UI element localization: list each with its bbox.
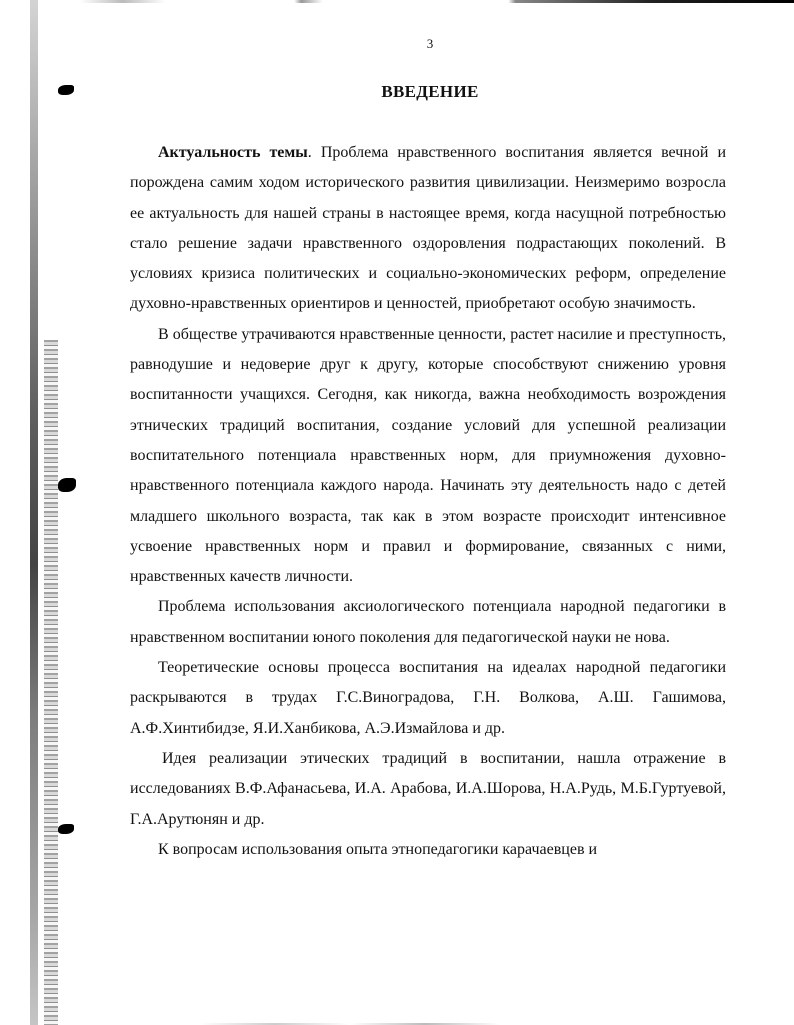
- page-title: ВВЕДЕНИЕ: [381, 82, 479, 101]
- body-text: [130, 138, 726, 865]
- scan-top-edge: [80, 0, 794, 3]
- scan-binding-shadow: [44, 340, 58, 1025]
- scan-binding-edge: [30, 0, 38, 1025]
- paragraph-3: Проблема использования аксиологического потенциала народной педагогики в нравственном воспитании юного поколения для педагогической науки не нова.: [130, 598, 726, 646]
- page-number: 3: [426, 36, 434, 51]
- paragraph-1: [130, 138, 726, 320]
- binder-hole-mark: [58, 824, 74, 834]
- paragraph-4: Теоретические основы процесса воспитания на идеалах народной педагогики раскрываются в трудах Г.С.Виноградова, Г.Н. Волкова, А.Ш. Гашимова, А.Ф.Хинтибидзе, Я.И.Ханбикова, А.Э.Измайлова и др.: [130, 659, 726, 737]
- paragraph-5: Идея реализации этических традиций в воспитании, нашла отражение в исследованиях В.Ф.Афанасьева, И.А. Арабова, И.А.Шорова, Н.А.Рудь, М.Б.Гуртуевой, Г.А.Арутюнян и др.: [130, 749, 726, 828]
- paragraph-text: . Проблема нравственного воспитания является вечной и порождена самим ходом исторического развития цивилизации. Неизмеримо возросла ее актуальность для нашей страны в настоящее время, когда насущной потребностью стало решение задачи нравственного оздоровления подрастающих поколений. В условиях кризиса политических и социально-экономических реформ, определение духовно-нравственных ориентиров и ценностей, приобретают особую значимость.: [130, 144, 726, 313]
- paragraph-6: К вопросам использования опыта этнопедагогики карачаевцев и: [158, 840, 598, 858]
- binder-hole-mark: [58, 478, 76, 492]
- paragraph-2: В обществе утрачиваются нравственные ценности, растет насилие и преступность, равнодушие и недоверие друг к другу, которые способствуют снижению уровня воспитанности учащихся. Сегодня, как никогда, важна необходимость возрождения этнических традиций воспитания, создание условий для успешной реализации воспитательного потенциала нравственных норм, для приумножения духовно-нравственного потенциала каждого народа. Начинать эту деятельность надо с детей младшего школьного возраста, так как в этом возрасте происходит интенсивное усвоение нравственных норм и правил и формирование, связанных с ними, нравственных качеств личности.: [130, 325, 726, 586]
- paragraph-lead: Актуальность темы: [158, 144, 308, 161]
